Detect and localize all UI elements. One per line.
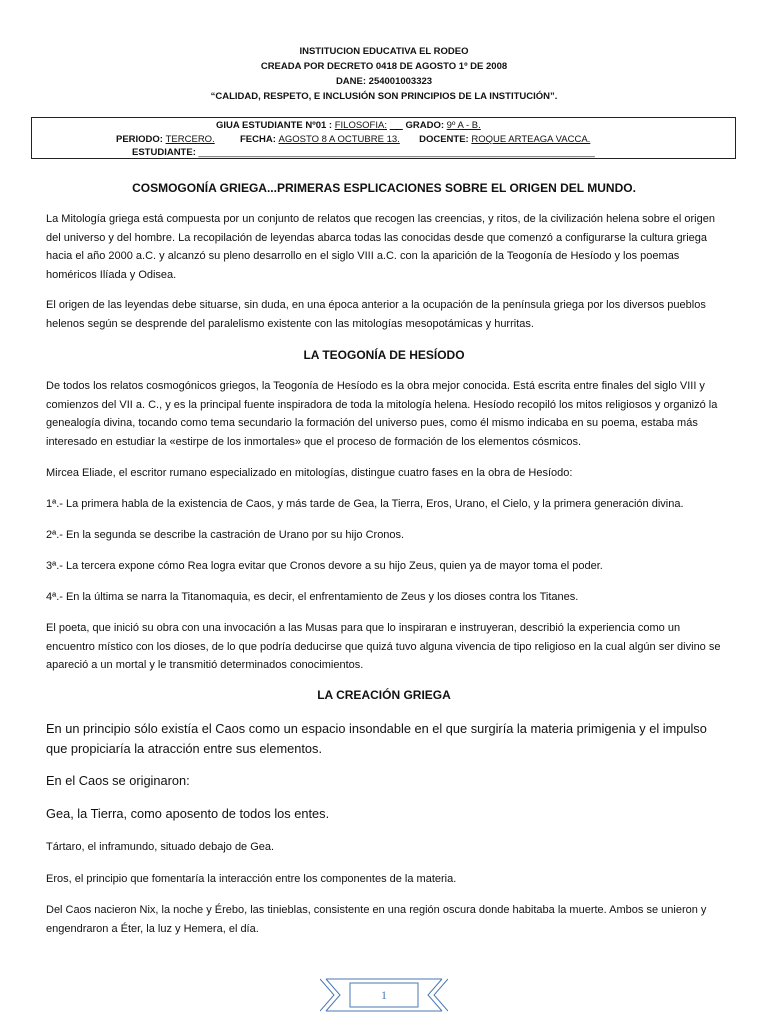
school-name: INSTITUCION EDUCATIVA EL RODEO <box>299 46 469 57</box>
student-name-field: ___________________________________________________________________________ <box>198 147 595 158</box>
phase-item: 1ª.- La primera habla de la existencia de Caos, y más tarde de Gea, la Tierra, Eros, Urano, el Cielo, y la primera generación divina. <box>46 498 684 510</box>
paragraph: La Mitología griega está compuesta por un conjunto de relatos que recogen las creencias, y ritos, de la civilización helena sobre el origen del universo y del hombre. La recopilación de leyendas abarca todas las conocidas desde que comenzó a configurarse la cultura griega hacia el año 2000 a.C. y alcanzó su pleno desarrollo en el siglo VIII a.C. con la aparición de la Teogonía de Hesíodo y los poemas homéricos Ilíada y Odisea. <box>46 213 715 281</box>
paragraph: Eros, el principio que fomentaría la interacción entre los componentes de la materia. <box>46 873 457 885</box>
guide-line <box>216 119 481 132</box>
student-line <box>132 146 595 159</box>
paragraph: Gea, la Tierra, como aposento de todos los entes. <box>46 806 330 821</box>
subject-value: FILOSOFIA: <box>334 120 387 131</box>
creation-decree: CREADA POR DECRETO 0418 DE AGOSTO 1º DE 2008 <box>260 61 508 72</box>
dane-code: DANE: 254001003323 <box>335 76 433 87</box>
teacher-label: DOCENTE: <box>419 134 469 145</box>
section-title-creacion: LA CREACIÓN GRIEGA <box>317 688 451 702</box>
date-label: FECHA: <box>240 134 276 145</box>
paragraph: El poeta, que inició su obra con una invocación a las Musas para que lo inspiraran e instruyeran, describió la experiencia como un encuentro místico con los dioses, de lo que podría deducirse que quizá tuvo alguna vivencia de tipo religioso en la cual algún ser divino se apareció a un mortal y le transmitió determinados conocimientos. <box>46 622 721 671</box>
paragraph: En el Caos se originaron: <box>46 773 190 788</box>
page-footer <box>320 975 448 1015</box>
paragraph: En un principio sólo existía el Caos como un espacio insondable en el que surgiría la materia primigenia y el impulso que propiciaría la atracción entre sus elementos. <box>46 721 707 756</box>
period-value: TERCERO. <box>165 134 215 145</box>
guide-label: GIUA ESTUDIANTE Nº01 : <box>216 120 333 131</box>
period-line <box>116 133 590 146</box>
paragraph: Mircea Eliade, el escritor rumano especializado en mitologías, distingue cuatro fases en la obra de Hesíodo: <box>46 467 573 479</box>
school-motto: “CALIDAD, RESPETO, E INCLUSIÓN SON PRINCIPIOS DE LA INSTITUCIÓN”. <box>210 91 558 102</box>
date-value: AGOSTO 8 A OCTUBRE 13. <box>278 134 400 145</box>
section-title-teogonia: LA TEOGONÍA DE HESÍODO <box>303 348 465 362</box>
paragraph: El origen de las leyendas debe situarse, sin duda, en una época anterior a la ocupación de la península griega por los diversos pueblos helenos según se desprende del paralelismo existente con las mitologías mesopotámicas y hurritas. <box>46 299 706 330</box>
paragraph: De todos los relatos cosmogónicos griegos, la Teogonía de Hesíodo es la obra mejor conocida. Está escrita entre finales del siglo VIII y comienzos del VII a. C., y es la principal fuente inspiradora de toda la mitología helena. Hesíodo recopiló los mitos religiosos y organizó la genealogía divina, tocando como tema secundario la formación del universo pues, como él mismo indicaba en su poema, estaba más interesado en estudiar la «estirpe de los inmortales» que el proceso de formación de los elementos cósmicos. <box>46 380 718 448</box>
grade-value: 9º A - B. <box>446 120 481 131</box>
period-label: PERIODO: <box>116 134 163 145</box>
section-title-cosmogonia: COSMOGONÍA GRIEGA...PRIMERAS ESPLICACIONES SOBRE EL ORIGEN DEL MUNDO. <box>132 181 636 195</box>
phase-item: 4ª.- En la última se narra la Titanomaquia, es decir, el enfrentamiento de Zeus y los dioses contra los Titanes. <box>46 591 579 603</box>
grade-label: GRADO: <box>405 120 444 131</box>
student-label: ESTUDIANTE: <box>132 147 196 158</box>
paragraph: Del Caos nacieron Nix, la noche y Érebo, las tinieblas, consistente en una región oscura donde habitaba la muerte. Ambos se unieron y engendraron a Éter, la luz y Hemera, el día. <box>46 904 707 935</box>
teacher-value: ROQUE ARTEAGA VACCA. <box>471 134 591 145</box>
phase-item: 2ª.- En la segunda se describe la castración de Urano por su hijo Cronos. <box>46 529 405 541</box>
student-info-box <box>31 117 736 159</box>
phase-item: 3ª.- La tercera expone cómo Rea logra evitar que Cronos devore a su hijo Zeus, quien ya de mayor toma el poder. <box>46 560 603 572</box>
paragraph: Tártaro, el inframundo, situado debajo de Gea. <box>46 841 275 853</box>
page-number: 1 <box>381 988 387 1002</box>
